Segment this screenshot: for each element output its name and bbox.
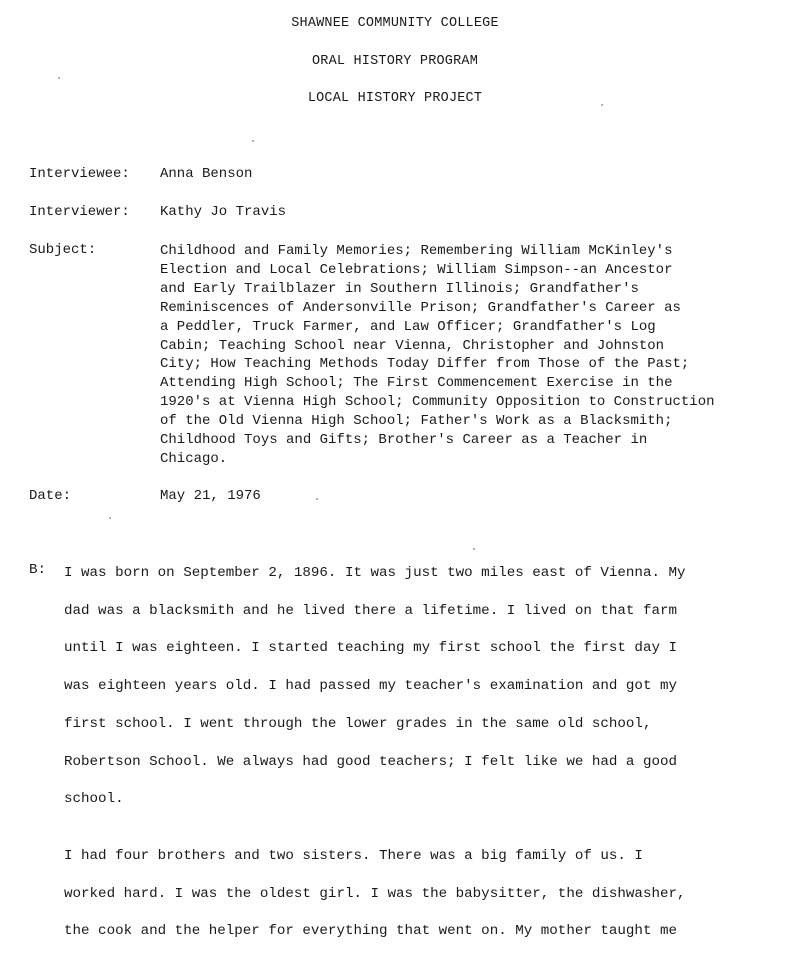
college-name-heading: SHAWNEE COMMUNITY COLLEGE — [291, 16, 499, 31]
subject-line: Election and Local Celebrations; William Simpson--an Ancestor — [160, 261, 673, 278]
transcript-paragraph-1 — [64, 555, 686, 819]
scan-speck — [473, 548, 475, 550]
interviewee-label: Interviewee: — [29, 166, 130, 182]
subject-line: Childhood Toys and Gifts; Brother's Career as a Teacher in — [160, 432, 648, 449]
paragraph-line: I had four brothers and two sisters. There was a big family of us. I — [64, 848, 643, 864]
subject-label: Subject: — [29, 242, 97, 258]
paragraph-line: was eighteen years old. I had passed my teacher's examination and got my — [64, 678, 677, 695]
subject-line: Reminiscences of Andersonville Prison; Grandfather's Career as — [160, 299, 681, 316]
paragraph-line: until I was eighteen. I started teaching my first school the first day I — [64, 640, 677, 657]
scan-speck — [316, 498, 318, 500]
scan-speck — [601, 104, 603, 106]
interviewer-label: Interviewer: — [29, 204, 130, 220]
subject-line: Cabin; Teaching School near Vienna, Christopher and Johnston — [160, 337, 665, 354]
transcript-paragraph-2 — [64, 838, 686, 951]
scan-speck — [109, 517, 111, 519]
subject-line: Chicago. — [160, 450, 228, 467]
subject-line: of the Old Vienna High School; Father's Work as a Blacksmith; — [160, 413, 673, 430]
subject-line: City; How Teaching Methods Today Differ from Those of the Past; — [160, 356, 690, 373]
subject-text — [160, 242, 790, 469]
paragraph-line: Robertson School. We always had good teachers; I felt like we had a good — [64, 753, 677, 770]
subject-line: and Early Trailblazer in Southern Illinois; Grandfather's — [160, 280, 639, 297]
interviewer-value: Kathy Jo Travis — [160, 204, 287, 220]
paragraph-line: school. — [64, 791, 124, 808]
date-value: May 21, 1976 — [160, 488, 261, 504]
paragraph-line: dad was a blacksmith and he lived there a lifetime. I lived on that farm — [64, 602, 677, 619]
interviewee-value: Anna Benson — [160, 166, 253, 182]
speaker-label: B: — [29, 562, 47, 578]
date-label: Date: — [29, 488, 72, 504]
project-name-heading: LOCAL HISTORY PROJECT — [307, 91, 483, 106]
paragraph-line: the cook and the helper for everything that went on. My mother taught me — [64, 923, 677, 940]
subject-line: Childhood and Family Memories; Remembering William McKinley's — [160, 243, 673, 259]
paragraph-line: I was born on September 2, 1896. It was just two miles east of Vienna. My — [64, 565, 686, 581]
subject-line: a Peddler, Truck Farmer, and Law Officer; Grandfather's Log — [160, 318, 656, 335]
scan-speck — [252, 140, 254, 142]
program-name-heading: ORAL HISTORY PROGRAM — [311, 54, 479, 69]
paragraph-line: first school. I went through the lower grades in the same old school, — [64, 715, 652, 732]
subject-line: Attending High School; The First Commencement Exercise in the — [160, 375, 673, 392]
paragraph-line: worked hard. I was the oldest girl. I was the babysitter, the dishwasher, — [64, 885, 686, 902]
subject-line: 1920's at Vienna High School; Community Opposition to Construction — [160, 394, 715, 411]
scan-speck — [58, 77, 60, 79]
